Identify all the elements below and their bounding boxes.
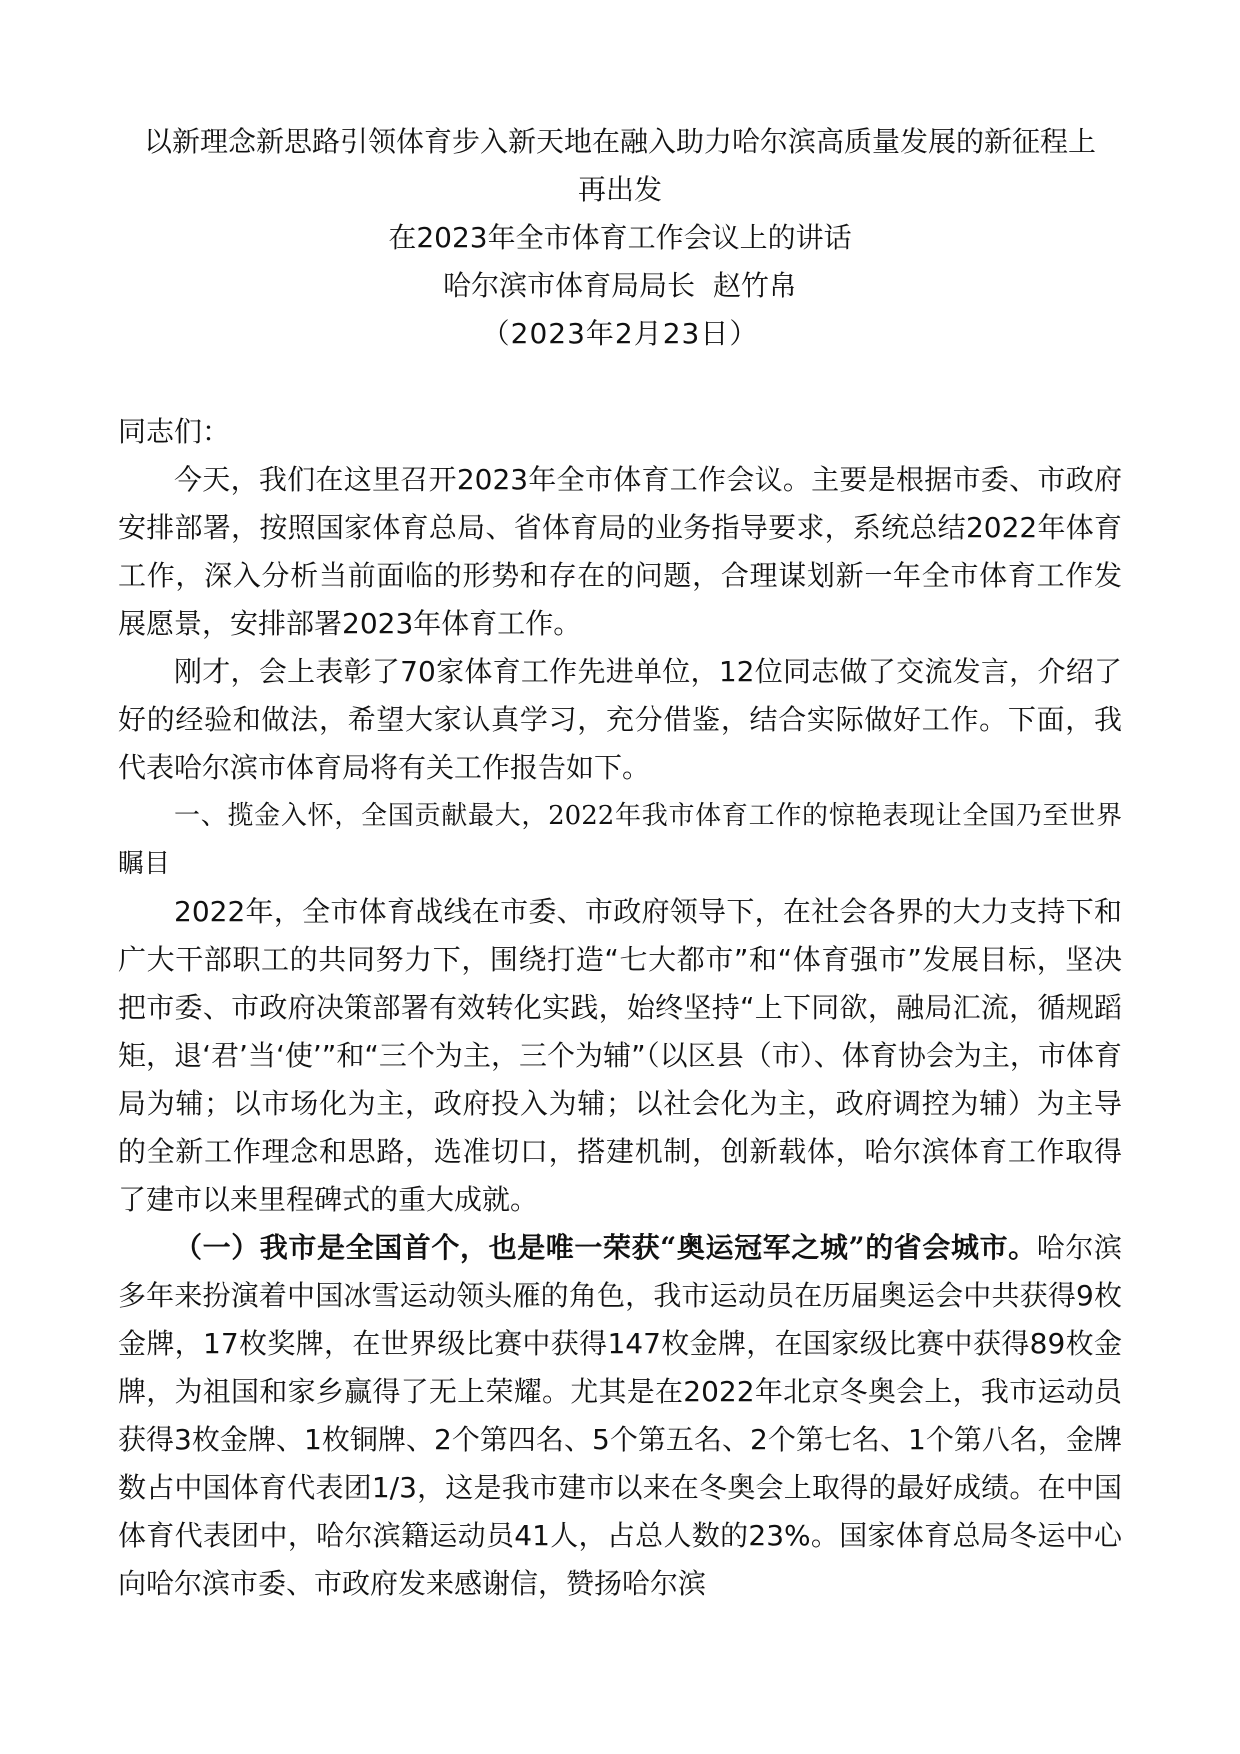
speaker-line: 哈尔滨市体育局局长 赵竹帛 <box>443 269 797 302</box>
document-subtitle: 在2023年全市体育工作会议上的讲话 <box>388 221 852 254</box>
body-paragraph-2: 刚才，会上表彰了70家体育工作先进单位，12位同志做了交流发言，介绍了好的经验和做法，希望大家认真学习，充分借鉴，结合实际做好工作。下面，我代表哈尔滨市体育局将有关工作报告如下。 <box>118 655 1122 784</box>
section-1-lead: （一）我市是全国首个，也是唯一荣获“奥运冠军之城”的省会城市。 <box>174 1231 1037 1264</box>
section-heading-1: 一、揽金入怀，全国贡献最大，2022年我市体育工作的惊艳表现让全国乃至世界瞩目 <box>118 801 1122 879</box>
greeting: 同志们： <box>118 415 231 448</box>
document-page <box>118 118 1122 1608</box>
document-title-line-1: 以新理念新思路引领体育步入新天地在融入助力哈尔滨高质量发展的新征程上 <box>143 125 1096 158</box>
date-line: （2023年2月23日） <box>481 317 759 350</box>
section-1-paragraph <box>118 1224 1122 1608</box>
body-paragraph-3: 2022年，全市体育战线在市委、市政府领导下，在社会各界的大力支持下和广大干部职工的共同努力下，围绕打造“七大都市”和“体育强市”发展目标，坚决把市委、市政府决策部署有效转化实践，始终坚持“上下同欲，融局汇流，循规蹈矩，退‘君’当‘使’”和“三个为主，三个为辅”（以区县（市）、体育协会为主，市体育局为辅；以市场化为主，政府投入为辅；以社会化为主，政府调控为辅）为主导的全新工作理念和思路，选准切口，搭建机制，创新载体，哈尔滨体育工作取得了建市以来里程碑式的重大成就。 <box>118 895 1122 1216</box>
body-paragraph-1: 今天，我们在这里召开2023年全市体育工作会议。主要是根据市委、市政府安排部署，按照国家体育总局、省体育局的业务指导要求，系统总结2022年体育工作，深入分析当前面临的形势和存在的问题，合理谋划新一年全市体育工作发展愿景，安排部署2023年体育工作。 <box>118 463 1122 640</box>
title-block <box>118 118 1122 358</box>
document-title-line-2: 再出发 <box>577 173 662 206</box>
section-1-body: 哈尔滨多年来扮演着中国冰雪运动领头雁的角色，我市运动员在历届奥运会中共获得9枚金牌，17枚奖牌，在世界级比赛中获得147枚金牌，在国家级比赛中获得89枚金牌，为祖国和家乡赢得了无上荣耀。尤其是在2022年北京冬奥会上，我市运动员获得3枚金牌、1枚铜牌、2个第四名、5个第五名、2个第七名、1个第八名，金牌数占中国体育代表团1/3，这是我市建市以来在冬奥会上取得的最好成绩。在中国体育代表团中，哈尔滨籍运动员41人，占总人数的23%。国家体育总局冬运中心向哈尔滨市委、市政府发来感谢信，赞扬哈尔滨 <box>118 1231 1122 1600</box>
